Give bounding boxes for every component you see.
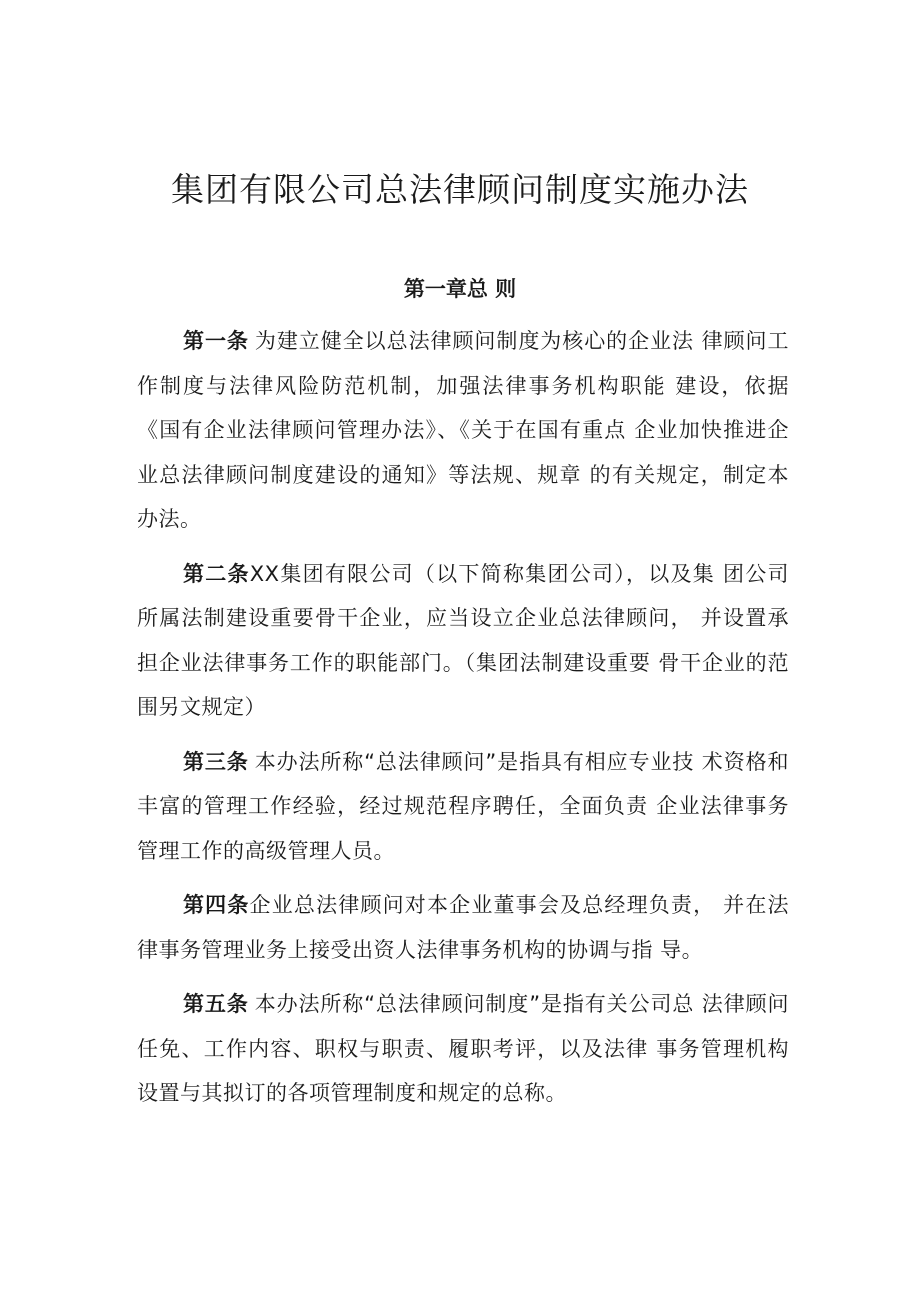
article-text: 为建立健全以总法律顾问制度为核心的企业法 律顾问工作制度与法律风险防范机制，加强法律事务机构职能 建设，依据《国有企业法律顾问管理办法》、《关于在国有重点 企业加快推进企业总法律顾问制度建设的通知》等法规、规章 的有关规定，制定本办法。 [137, 329, 789, 531]
article-text: 本办法所称“总法律顾问”是指具有相应专业技 术资格和丰富的管理工作经验，经过规范程序聘任，全面负责 企业法律事务管理工作的高级管理人员。 [137, 749, 789, 863]
article-number: 第一条 [183, 329, 249, 353]
article-text: XX集团有限公司（以下简称集团公司），以及集 团公司所属法制建设重要骨干企业，应当设立企业总法律顾问， 并设置承担企业法律事务工作的职能部门。（集团法制建设重要 骨干企业的范围另文规定） [137, 561, 790, 719]
article-list [137, 319, 789, 1126]
article-text: 本办法所称“总法律顾问制度”是指有关公司总 法律顾问任免、工作内容、职权与职责、履职考评，以及法律 事务管理机构设置与其拟订的各项管理制度和规定的总称。 [137, 992, 789, 1105]
article-4 [137, 883, 789, 972]
chapter-heading: 第一章总 则 [403, 277, 517, 301]
article-number: 第二条 [183, 561, 250, 586]
article-5 [137, 982, 789, 1116]
article-number: 第四条 [183, 893, 250, 917]
article-3 [137, 740, 789, 874]
article-2 [137, 552, 789, 730]
article-text: 企业总法律顾问对本企业董事会及总经理负责， 并在法律事务管理业务上接受出资人法律事务机构的协调与指 导。 [137, 893, 789, 962]
article-1 [137, 319, 789, 542]
document-title: 集团有限公司总法律顾问制度实施办法 [171, 170, 749, 209]
article-number: 第三条 [183, 749, 249, 774]
article-number: 第五条 [183, 992, 249, 1016]
